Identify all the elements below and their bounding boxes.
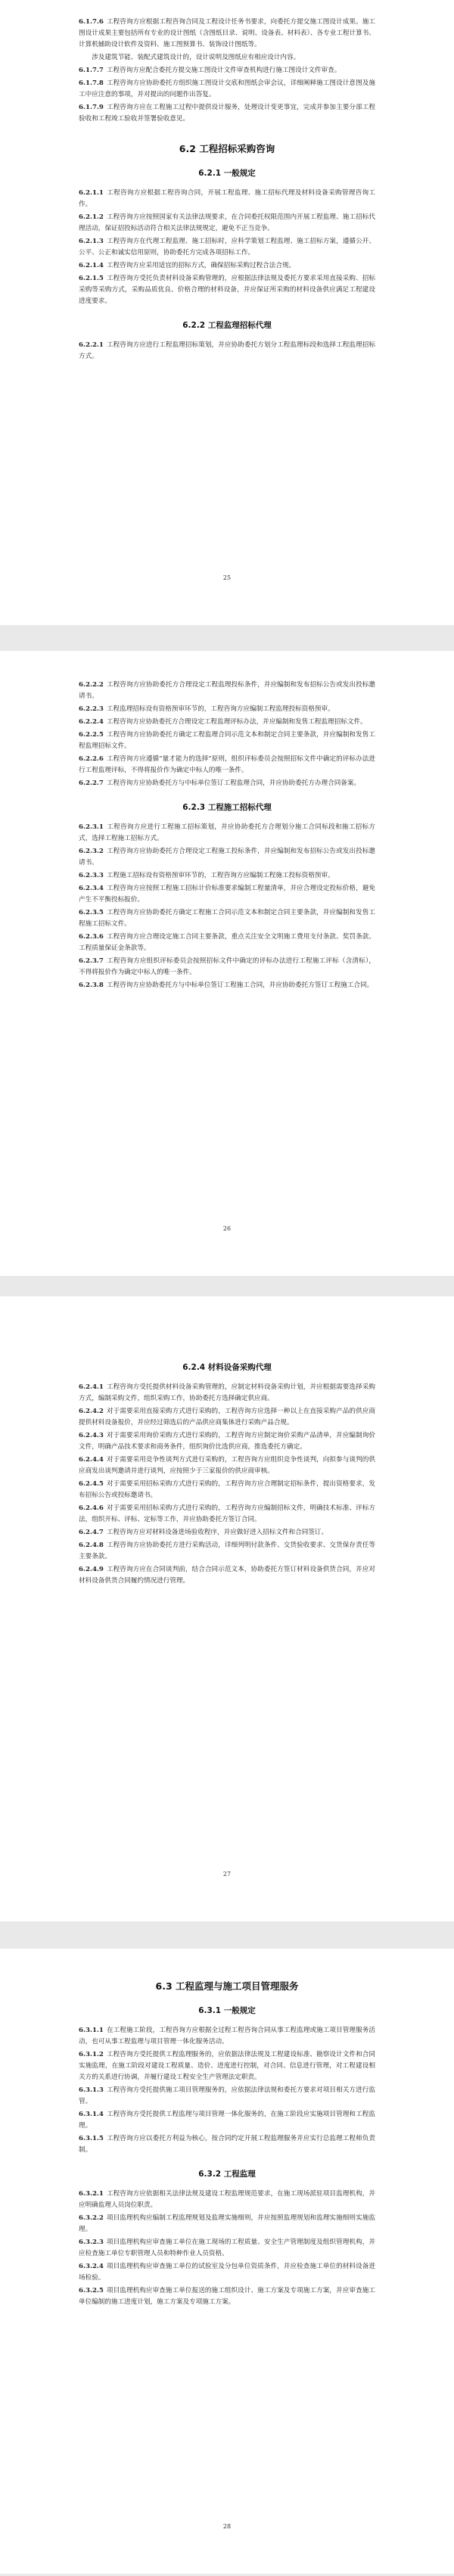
clause-paragraph <box>79 260 375 272</box>
clause-text: 工程咨询方应协助委托方合理设定工程监理评标办法，并应编制和发售工程监理招标文件。 <box>106 718 367 726</box>
clause-text: 工程咨询方受托提供材料设备采购管理的，应制定材料设备采购计划，并应根据需要选择采购方式，编制采购文件，组织采购工作，协助委托方选择确定供应商。 <box>79 1383 375 1402</box>
clause-number: 6.2.4.9 <box>79 1566 104 1573</box>
clause-text: 工程咨询方应在合同谈判前，结合合同示范文本，协助委托方签订材料设备供货合同，并应对材料设备供货合同履约情况进行管理。 <box>79 1566 375 1585</box>
clause-paragraph <box>79 730 375 752</box>
clause-text: 工程咨询方受托提供工程监理与项目管理一体化服务的，在施工阶段应实施项目管理和工程监理。 <box>79 2111 375 2130</box>
clause-text: 工程咨询方在代理工程监理、施工招标时，应科学策划工程监理、施工招标方案，遵循公开、公平、公正和诚实信用原则，协助委托方完成各项招标工作。 <box>79 238 375 257</box>
section-heading: 6.3 工程监理与施工项目管理服务 <box>155 1980 299 1992</box>
clause-paragraph <box>79 704 375 715</box>
clause-paragraph <box>79 980 375 991</box>
clause-number: 6.1.7.7 <box>79 67 104 74</box>
clause-number: 6.1.7.9 <box>79 104 104 111</box>
subsection-heading: 6.3.2 工程监理 <box>198 2170 256 2179</box>
page-body <box>79 1349 375 1588</box>
clause-number: 6.3.1.5 <box>79 2135 104 2142</box>
clause-number: 6.2.2.2 <box>79 681 104 689</box>
clause-number: 6.2.3.4 <box>79 885 104 892</box>
clause-text: 工程咨询方受托负责材料设备采购管理的，应根据法律法规及委托方要求采用直接采购、招标采购等采购方式，采购品质优良、价格合理的材料设备，并应保证所采购的材料设备供应满足工程建设进度要求。 <box>79 275 375 305</box>
clause-text: 工程咨询方应对材料设备进场验收程序，并应做好进入招标文件和合同签订。 <box>106 1529 328 1536</box>
page-body <box>79 680 375 993</box>
clause-text: 在工程施工阶段，工程咨询方应根据全过程工程咨询合同从事工程监理或施工项目管理服务活动，也可从事工程监理与项目管理一体化服务活动。 <box>79 2027 375 2046</box>
clause-paragraph <box>79 1406 375 1429</box>
clause-text: 工程咨询方应协助委托方确定工程监理合同示范文本和制定合同主要条款，并应编制和发售工程监理招标文件。 <box>79 731 375 750</box>
clause-text: 对于需要采用招标采购方式进行采购的，工程咨询方应编制招标文件，明确技术标准、评标方法，组织开标、评标、定标等工作，并应协助委托方签订合同。 <box>79 1504 375 1523</box>
document-page-27 <box>0 1296 454 1921</box>
clause-text: 工程咨询方受托提供工程监理服务的，应依据法律法规及工程建设标准、勘察设计文件和合同实施监理，在施工阶段对建设工程质量、造价、进度进行控制，对合同、信息进行管理，对工程建设相关方的关系进行协调，并履行建设工程安全生产管理法定职责。 <box>79 2051 375 2081</box>
clause-paragraph <box>79 778 375 789</box>
clause-text: 对于需要采用招标采购方式进行采购的，工程咨询方应合理制定招标条件，提出资格要求，发布招标公告或投标邀请书。 <box>79 1480 375 1499</box>
clause-number: 6.2.3.1 <box>79 823 104 831</box>
clause-number: 6.1.7.6 <box>79 18 104 26</box>
clause-text: 工程咨询方应协助委托方组织施工图设计交底和图纸会审会议，详细阐释施工图设计意图及施工中应注意的事项，并对提出的问题作出答复。 <box>79 79 375 98</box>
clause-text: 对于需要采用询价采购方式进行采购的，工程咨询方应制定询价采购产品清单，并应编制询价文件，明确产品技术要求和商务条件，组织询价比选供应商，推选委托方确定。 <box>79 1432 375 1451</box>
clause-number: 6.3.1.2 <box>79 2051 104 2058</box>
clause-paragraph <box>79 1430 375 1453</box>
clause-number: 6.2.4.6 <box>79 1504 104 1512</box>
clause-paragraph <box>79 1479 375 1501</box>
clause-number: 6.2.2.3 <box>79 705 104 713</box>
document-page-26 <box>0 651 454 1276</box>
clause-number: 6.2.2.4 <box>79 718 104 726</box>
clause-paragraph <box>79 754 375 776</box>
clause-paragraph <box>79 1564 375 1587</box>
clause-text: 对于需要采用直接采购方式进行采购的，工程咨询方应选择一种以上在直接采购产品的供应商提供材料设备报价，并应经过筛选后的产品供应商集体进行采购产品合规。 <box>79 1408 375 1426</box>
clause-number: 6.2.3.5 <box>79 909 104 916</box>
clause-number: 6.1.7.8 <box>79 79 104 87</box>
clause-number: 6.3.2.2 <box>79 2214 104 2222</box>
clause-number: 6.3.2.1 <box>79 2190 104 2198</box>
page-number: 28 <box>222 2523 232 2530</box>
subsection-heading: 6.2.4 材料设备采购代理 <box>182 1363 272 1372</box>
clause-paragraph <box>79 65 375 76</box>
clause-number: 6.3.2.5 <box>79 2287 104 2294</box>
clause-paragraph <box>79 2285 375 2308</box>
clause-paragraph <box>79 102 375 125</box>
clause-number: 6.2.1.3 <box>79 238 104 245</box>
clause-number: 6.3.1.1 <box>79 2027 104 2034</box>
clause-paragraph <box>79 2109 375 2132</box>
clause-number: 6.2.4.7 <box>79 1529 104 1536</box>
clause-text: 项目监理机构应审查施工单位的试验室及分包单位资质条件，并应检查施工单位的材料设备进场检验。 <box>79 2263 375 2282</box>
clause-paragraph <box>79 17 375 51</box>
clause-text: 工程咨询方应在工程施工过程中提供设计服务，处理设计变更事宜，完成并参加主要分部工程验收和工程竣工验收并签署验收意见。 <box>79 104 375 123</box>
page-body <box>79 1962 375 2310</box>
subsection-heading: 6.2.3 工程施工招标代理 <box>182 803 272 812</box>
clause-text: 项目监理机构应审查施工单位报送的施工组织设计、施工方案及专项施工方案，并应审查施工单位编制的施工进度计划，施工方案及专项施工方案。 <box>79 2287 375 2306</box>
clause-paragraph <box>79 2025 375 2048</box>
clause-number: 6.2.2.5 <box>79 731 104 739</box>
document-page-28 <box>0 1949 454 2574</box>
clause-paragraph <box>79 2189 375 2211</box>
clause-text: 工程咨询方应按照工程施工招标计价标准要求编制工程量清单，并应合理设定投标价格，避免产生不平衡投标报价。 <box>79 885 375 904</box>
clause-text: 涉及建筑节能、装配式建筑设计的，设计说明及图纸应有相应设计内容。 <box>92 54 300 61</box>
clause-text: 工程施工招标设有资格预审环节的，工程咨询方应编制工程施工投标资格预审。 <box>106 872 334 879</box>
clause-number: 6.2.2.6 <box>79 755 104 763</box>
clause-text: 工程咨询方应根据工程咨询合同及工程设计任务书要求，向委托方提交施工图设计成果。施工图设计成果主要包括所有专业的设计图纸（含图纸目录、说明、设备表、材料表）、各专业工程计算书、计算机辅助设计软件及资料、施工图预算书、装饰设计图纸等。 <box>79 18 375 48</box>
clause-paragraph <box>79 883 375 906</box>
clause-paragraph <box>79 2237 375 2260</box>
clause-text: 工程咨询方应协助委托方合理设定工程施工投标条件，并应编制和发布招标公告或发出投标邀请书。 <box>79 848 375 866</box>
clause-text: 工程咨询方应以委托方利益为核心，按合同约定开展工程监理服务并应实行总监理工程师负责制。 <box>79 2135 375 2154</box>
page-body <box>79 17 375 364</box>
clause-text: 工程咨询方应按照国家有关法律法规要求，在合同委托权限范围内开展工程监理、施工招标代理活动，保证招投标活动符合相关法律法规规定，避免不正当竞争。 <box>79 213 375 232</box>
clause-paragraph <box>79 188 375 210</box>
clause-number: 6.2.4.4 <box>79 1456 104 1464</box>
clause-paragraph <box>79 236 375 259</box>
page-number: 25 <box>222 574 232 581</box>
clause-text: 工程咨询方应协助委托方进行采购活动，详细列明付款条件、交货验收要求、交货保存责任等主要条款。 <box>79 1542 375 1560</box>
clause-text: 项目监理机构应编制工程监理规划及监理实施细则，并应按照监理规划和监理实施细则实施监理。 <box>79 2214 375 2233</box>
clause-number: 6.3.1.3 <box>79 2086 104 2094</box>
clause-number: 6.2.3.2 <box>79 848 104 855</box>
clause-paragraph <box>79 273 375 307</box>
subsection-heading: 6.2.1 一般规定 <box>198 169 256 178</box>
clause-number: 6.2.4.3 <box>79 1432 104 1439</box>
clause-number: 6.3.2.4 <box>79 2263 104 2270</box>
clause-paragraph <box>79 340 375 362</box>
clause-number: 6.2.4.1 <box>79 1383 104 1391</box>
clause-text: 工程咨询方应协助委托方与中标单位签订工程施工合同，并应协助委托方签订工程施工合同。 <box>106 982 374 989</box>
clause-number: 6.2.3.7 <box>79 957 104 965</box>
clause-paragraph <box>79 2213 375 2235</box>
clause-number: 6.2.4.5 <box>79 1480 104 1488</box>
clause-paragraph <box>79 870 375 882</box>
clause-paragraph <box>79 822 375 845</box>
clause-paragraph <box>79 907 375 930</box>
clause-text: 工程咨询方应依据相关法律法规及建设工程监理规范要求，在施工现场派驻项目监理机构，并应明确监理人员岗位职责。 <box>79 2190 375 2209</box>
clause-number: 6.3.2.3 <box>79 2238 104 2246</box>
clause-paragraph <box>79 2261 375 2284</box>
clause-number: 6.2.1.1 <box>79 189 104 197</box>
clause-paragraph <box>79 680 375 702</box>
clause-paragraph <box>79 2133 375 2156</box>
clause-text: 工程咨询方应进行工程施工招标策划，并应协助委托方合理划分施工合同标段和施工招标方式，选择工程施工招标方式。 <box>79 823 375 842</box>
clause-text: 工程咨询方应组织评标委员会按照招标文件中确定的评标办法进行工程施工评标（含清标），不得将报价作为确定中标人的唯一条件。 <box>79 957 375 976</box>
clause-text: 工程咨询方受托提供施工项目管理服务的，应依据法律法规和委托方要求对项目相关方进行监管。 <box>79 2086 375 2105</box>
clause-paragraph <box>79 2049 375 2083</box>
clause-text: 工程咨询方应协助委托方与中标单位签订工程监理合同，并应协助委托方办理合同备案。 <box>106 779 361 787</box>
document-page-25 <box>0 0 454 625</box>
clause-text: 工程咨询方应合理设定施工合同主要条款，重点关注安全文明施工费用支付条款、奖罚条款、工程质量保证金条款等。 <box>79 933 375 952</box>
clause-text: 工程咨询方应进行工程监理招标策划，并应协助委托方划分工程监理标段和选择工程监理招标方式。 <box>79 341 375 360</box>
clause-paragraph <box>79 78 375 101</box>
clause-text: 工程咨询方应协助委托方确定工程施工合同示范文本和制定合同主要条款，并应编制和发售工程施工招标文件。 <box>79 909 375 928</box>
clause-number: 6.2.4.8 <box>79 1542 104 1549</box>
clause-number: 6.2.1.4 <box>79 262 104 269</box>
clause-text: 工程咨询方应配合委托方提交施工图设计文件审查机构进行施工图设计文件审查。 <box>106 67 341 74</box>
clause-number: 6.2.2.1 <box>79 341 104 349</box>
clause-paragraph <box>79 1454 375 1477</box>
clause-paragraph <box>79 956 375 978</box>
clause-text: 对于需要采用竞争性谈判方式进行采购的，工程咨询方应组织竞争性谈判，向拟参与谈判的供应商发出谈判邀请并进行谈判，应按照少于三家报价的供应商审核。 <box>79 1456 375 1475</box>
clause-text: 工程咨询方应采用适宜的招标方式，确保招标采购过程合法合规。 <box>106 262 296 269</box>
clause-paragraph <box>79 846 375 869</box>
clause-paragraph <box>79 932 375 954</box>
clause-text: 项目监理机构应审查施工单位在施工现场的工程质量、安全生产管理制度及组织管理机构，并应检查施工单位专职管理人员和特种作业人员资格。 <box>79 2238 375 2257</box>
clause-paragraph <box>79 1527 375 1538</box>
clause-paragraph <box>79 1503 375 1526</box>
section-heading: 6.2 工程招标采购咨询 <box>179 143 275 154</box>
subsection-heading: 6.2.2 工程监理招标代理 <box>182 321 272 330</box>
subsection-heading: 6.3.1 一般规定 <box>198 2006 256 2015</box>
page-number: 26 <box>222 1225 232 1232</box>
clause-paragraph <box>79 1540 375 1563</box>
clause-number: 6.2.1.2 <box>79 213 104 221</box>
clause-number: 6.2.1.5 <box>79 275 104 282</box>
clause-paragraph <box>79 2085 375 2108</box>
clause-paragraph <box>79 212 375 235</box>
clause-number: 6.2.3.3 <box>79 872 104 879</box>
clause-paragraph <box>79 52 375 64</box>
clause-paragraph <box>79 717 375 728</box>
clause-number: 6.2.3.6 <box>79 933 104 941</box>
clause-number: 6.2.2.7 <box>79 779 104 787</box>
clause-text: 工程咨询方应根据工程咨询合同，开展工程监理、施工招标代理及材料设备采购管理咨询工作。 <box>79 189 375 208</box>
clause-number: 6.3.1.4 <box>79 2111 104 2118</box>
clause-text: 工程咨询方应遵循“量才能力的选择”原则，组织评标委员会按照招标文件中确定的评标办法进行工程监理评标，不得将报价作为确定中标人的唯一条件。 <box>79 755 375 774</box>
clause-text: 工程咨询方应协助委托方合理设定工程监理投标条件，并应编制和发布招标公告或发出投标邀请书。 <box>79 681 375 700</box>
page-number: 27 <box>222 1871 232 1878</box>
clause-text: 工程监理招标设有资格预审环节的，工程咨询方应编制工程监理投标资格预审。 <box>106 705 334 713</box>
clause-paragraph <box>79 1382 375 1405</box>
clause-number: 6.2.3.8 <box>79 982 104 989</box>
clause-number: 6.2.4.2 <box>79 1408 104 1415</box>
